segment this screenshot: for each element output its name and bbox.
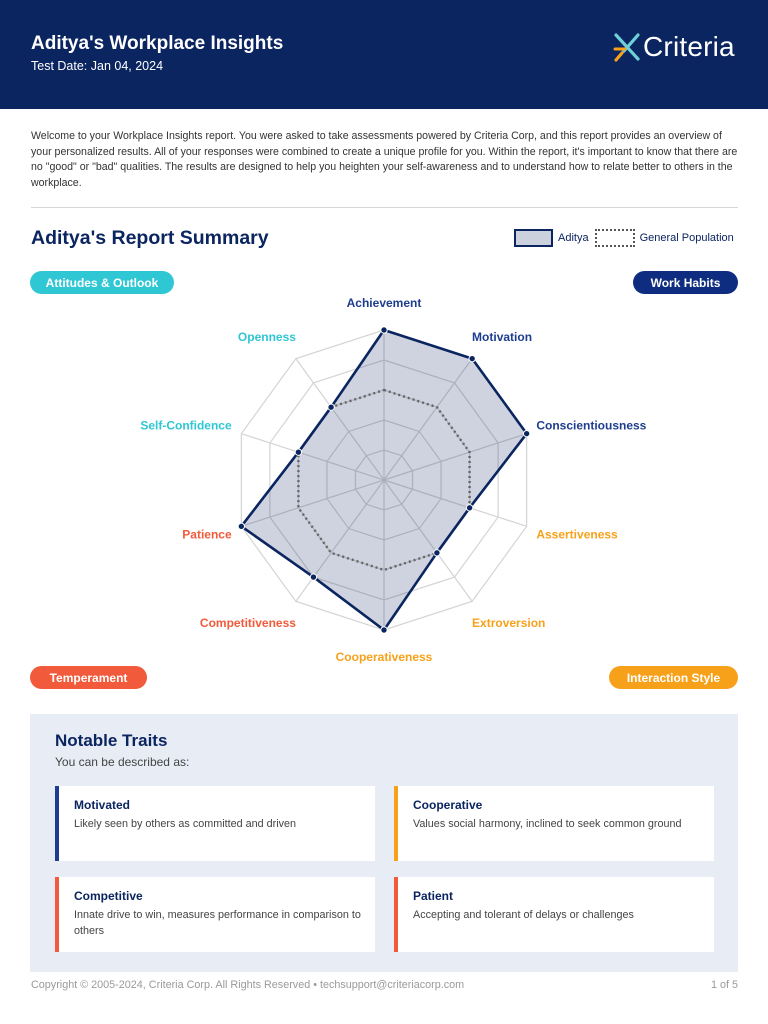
radar-point: [328, 404, 334, 410]
trait-description: Accepting and tolerant of delays or challenges: [413, 909, 634, 921]
radar-point: [310, 574, 316, 580]
radar-axis-label: Assertiveness: [536, 527, 618, 542]
radar-axis-label: Competitiveness: [199, 616, 296, 631]
trait-description: Innate drive to win, measures performance in comparison to others: [74, 909, 361, 937]
chart-legend: [514, 229, 734, 247]
radar-axis-label: Extroversion: [472, 616, 546, 631]
radar-axis-label: Patience: [182, 527, 232, 542]
radar-axis-label: Achievement: [346, 296, 422, 310]
logo-wordmark: Criteria: [643, 31, 735, 62]
category-pill-attitudes: Attitudes & Outlook: [30, 271, 174, 294]
radar-point: [466, 505, 472, 511]
trait-description: Likely seen by others as committed and driven: [74, 818, 297, 830]
notable-traits-panel: [30, 714, 738, 972]
category-pill-interaction: Interaction Style: [609, 666, 738, 689]
radar-chart: [0, 290, 768, 675]
radar-point: [295, 449, 301, 455]
legend-swatch-person: [514, 229, 553, 247]
trait-name: Cooperative: [413, 798, 483, 812]
report-header: [0, 0, 768, 109]
page-number: 1 of 5: [710, 979, 738, 991]
radar-point: [469, 355, 475, 361]
criteria-logo: [612, 28, 735, 66]
footer-copyright: Copyright © 2005-2024, Criteria Corp. All Rights Reserved • techsupport@criteriacorp.com: [31, 979, 465, 991]
traits-subtitle: You can be described as:: [55, 755, 190, 769]
divider: [31, 207, 738, 208]
radar-axis-label: Self-Confidence: [140, 418, 232, 433]
trait-card: [55, 877, 375, 952]
trait-card: [394, 877, 714, 952]
radar-axis-label: Openness: [237, 329, 296, 344]
category-pill-work-habits: Work Habits: [633, 271, 738, 294]
radar-point: [434, 550, 440, 556]
trait-card: [55, 786, 375, 861]
category-pill-temperament: Temperament: [30, 666, 147, 689]
trait-card: [394, 786, 714, 861]
report-title: Aditya's Workplace Insights: [31, 33, 284, 54]
trait-name: Motivated: [74, 798, 131, 812]
radar-point: [238, 523, 244, 529]
intro-paragraph: Welcome to your Workplace Insights report. You were asked to take assessments powered by Criteria Corp, and this report provides an overview of your personalized results. All of your responses were combined to create a unique profile for you. Within the report, it's important to know that there are no "good" or "bad" qualities. The results are designed to help you heighten your self-awareness and to understand how to relate better to others in the workplace.: [31, 130, 738, 189]
trait-description: Values social harmony, inclined to seek common ground: [413, 818, 682, 830]
radar-point: [523, 430, 529, 436]
trait-name: Competitive: [74, 889, 143, 903]
radar-axis-label: Cooperativeness: [335, 650, 433, 664]
legend-label-person: Aditya: [558, 232, 589, 244]
legend-swatch-population: [595, 229, 635, 247]
radar-point: [381, 627, 387, 633]
radar-axis-label: Motivation: [472, 329, 533, 344]
summary-title: Aditya's Report Summary: [31, 227, 269, 249]
test-date: Test Date: Jan 04, 2024: [31, 59, 164, 73]
legend-label-population: General Population: [639, 232, 734, 244]
trait-name: Patient: [413, 889, 454, 903]
radar-axis-label: Conscientiousness: [536, 418, 647, 433]
radar-point: [381, 327, 387, 333]
traits-title: Notable Traits: [55, 731, 168, 750]
criteria-x-icon: [612, 29, 642, 65]
